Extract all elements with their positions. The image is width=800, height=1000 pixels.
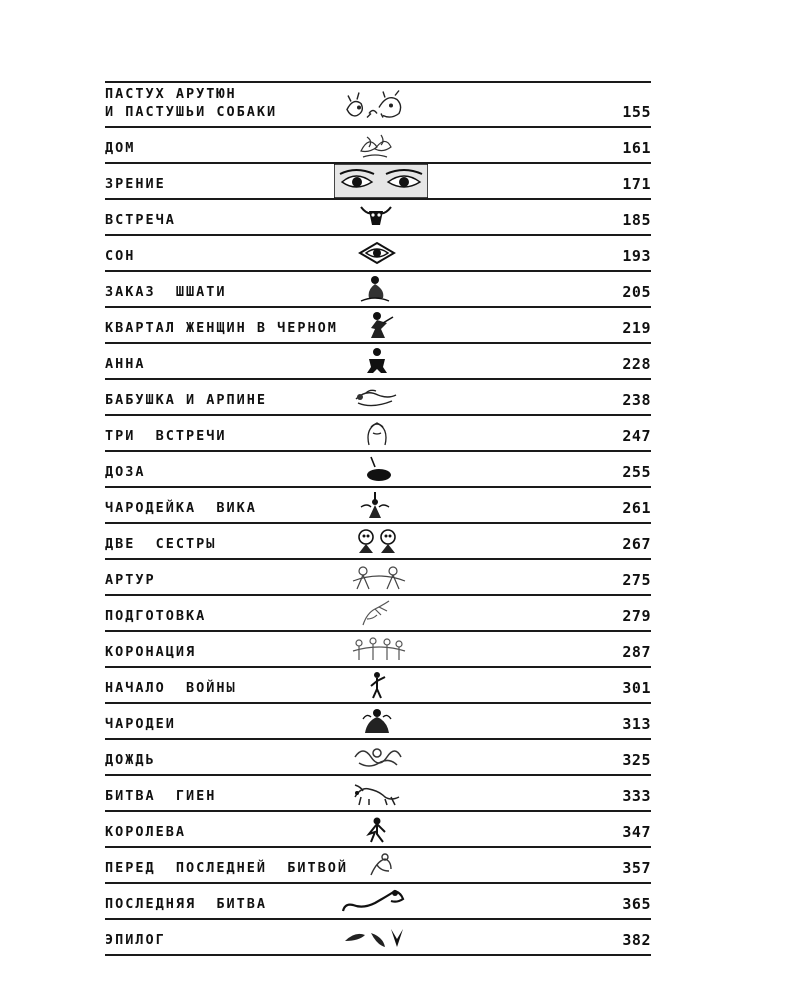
toc-entry-page: 185 <box>622 211 651 229</box>
queen-icon <box>359 815 395 843</box>
toc-entry-page: 161 <box>622 139 651 157</box>
toc-entry-page: 171 <box>622 175 651 193</box>
toc-entry[interactable] <box>105 668 651 704</box>
birds-icon <box>341 923 407 951</box>
toc-entry-title: ЧАРОДЕИ <box>105 716 176 732</box>
goat-and-dog-icon <box>343 86 407 123</box>
toc-entry[interactable] <box>105 776 651 812</box>
toc-entry[interactable] <box>105 308 651 344</box>
toc-entry-title: ПОСЛЕДНЯЯ БИТВА <box>105 896 268 912</box>
leaves-icon <box>355 131 395 159</box>
toc-entry[interactable] <box>105 416 651 452</box>
dancing-woman-icon <box>359 311 399 339</box>
warrior-icon <box>367 851 395 879</box>
toc-entry-page: 155 <box>622 103 651 121</box>
toc-entry-title: КВАРТАЛ ЖЕНЩИН В ЧЕРНОМ <box>105 320 338 336</box>
toc-entry-title: ЗАКАЗ ШШАТИ <box>105 284 227 300</box>
toc-entry-page: 365 <box>622 895 651 913</box>
toc-entry[interactable] <box>105 164 651 200</box>
toc-entry-title: ДОМ <box>105 140 136 156</box>
toc-entry-page: 261 <box>622 499 651 517</box>
toc-entry[interactable] <box>105 128 651 164</box>
toc-entry-page: 247 <box>622 427 651 445</box>
toc-entry-title: СОН <box>105 248 136 264</box>
two-sisters-icon <box>353 527 401 555</box>
toc-entry[interactable] <box>105 236 651 272</box>
serpent-icon <box>339 887 409 915</box>
toc-entry-title: ПОДГОТОВКА <box>105 608 207 624</box>
sorceress-icon <box>355 491 395 519</box>
toc-entry-page: 205 <box>622 283 651 301</box>
toc-entry-title: АННА <box>105 356 146 372</box>
toc-entry-title: БИТВА ГИЕН <box>105 788 217 804</box>
toc-entry[interactable] <box>105 920 651 956</box>
toc-entry[interactable] <box>105 740 651 776</box>
toc-entry-page: 238 <box>622 391 651 409</box>
toc-entry-title: ДОЖДЬ <box>105 752 156 768</box>
standing-man-icon <box>367 671 387 699</box>
toc-entry-page: 347 <box>622 823 651 841</box>
toc-entry-title: ЧАРОДЕЙКА ВИКА <box>105 500 257 516</box>
toc-entry-title: ТРИ ВСТРЕЧИ <box>105 428 227 444</box>
sorcerers-icon <box>357 707 397 735</box>
eye-icon <box>356 239 398 267</box>
toc-entry-title: БАБУШКА И АРПИНЕ <box>105 392 268 408</box>
toc-entry-page: 275 <box>622 571 651 589</box>
toc-entry[interactable] <box>105 884 651 920</box>
toc-entry-title: ДВЕ СЕСТРЫ <box>105 536 217 552</box>
toc-entry[interactable] <box>105 848 651 884</box>
toc-entry[interactable] <box>105 452 651 488</box>
toc-entry[interactable] <box>105 704 651 740</box>
toc-entry-page: 287 <box>622 643 651 661</box>
toc-entry-page: 382 <box>622 931 651 949</box>
toc-entry-title: ВСТРЕЧА <box>105 212 176 228</box>
toc-entry-page: 357 <box>622 859 651 877</box>
toc-entry-title: АРТУР <box>105 572 156 588</box>
toc-entry[interactable] <box>105 200 651 236</box>
toc-entry-title: ЗРЕНИЕ <box>105 176 166 192</box>
figures-icon <box>349 563 409 591</box>
table-of-contents <box>105 81 651 956</box>
toc-entry[interactable] <box>105 344 651 380</box>
toc-entry-title: ПЕРЕД ПОСЛЕДНЕЙ БИТВОЙ <box>105 860 349 876</box>
toc-entry[interactable] <box>105 596 651 632</box>
lying-figure-icon <box>352 383 400 411</box>
toc-entry[interactable] <box>105 83 651 128</box>
woman-portrait-icon <box>361 419 393 447</box>
toc-entry[interactable] <box>105 272 651 308</box>
toc-entry-page: 325 <box>622 751 651 769</box>
toc-entry-page: 267 <box>622 535 651 553</box>
toc-entry-title: КОРОНАЦИЯ <box>105 644 197 660</box>
toc-entry-page: 279 <box>622 607 651 625</box>
toc-entry-page: 255 <box>622 463 651 481</box>
toc-entry[interactable] <box>105 488 651 524</box>
toc-entry[interactable] <box>105 812 651 848</box>
toc-entry-page: 301 <box>622 679 651 697</box>
toc-entry[interactable] <box>105 380 651 416</box>
seated-figure-icon <box>353 275 397 303</box>
toc-entry-page: 193 <box>622 247 651 265</box>
toc-entry-page: 333 <box>622 787 651 805</box>
ox-skull-icon <box>359 203 393 231</box>
toc-entry[interactable] <box>105 524 651 560</box>
toc-entry-page: 219 <box>622 319 651 337</box>
spoon-icon <box>361 455 393 483</box>
kneeling-figure-icon <box>363 347 391 375</box>
toc-entry-title: ЭПИЛОГ <box>105 932 166 948</box>
eyes-icon <box>334 164 428 198</box>
toc-entry-title: ПАСТУХ АРУТЮН И ПАСТУШЬИ СОБАКИ <box>105 86 278 120</box>
toc-entry[interactable] <box>105 560 651 596</box>
toc-entry-page: 228 <box>622 355 651 373</box>
toc-entry[interactable] <box>105 632 651 668</box>
toc-entry-title: КОРОЛЕВА <box>105 824 187 840</box>
swirl-icon <box>351 743 403 771</box>
toc-entry-title: НАЧАЛО ВОЙНЫ <box>105 680 237 696</box>
toc-entry-title: ДОЗА <box>105 464 146 480</box>
hand-icon <box>357 599 395 627</box>
toc-entry-page: 313 <box>622 715 651 733</box>
hyena-icon <box>351 779 403 807</box>
crowd-icon <box>349 635 409 663</box>
